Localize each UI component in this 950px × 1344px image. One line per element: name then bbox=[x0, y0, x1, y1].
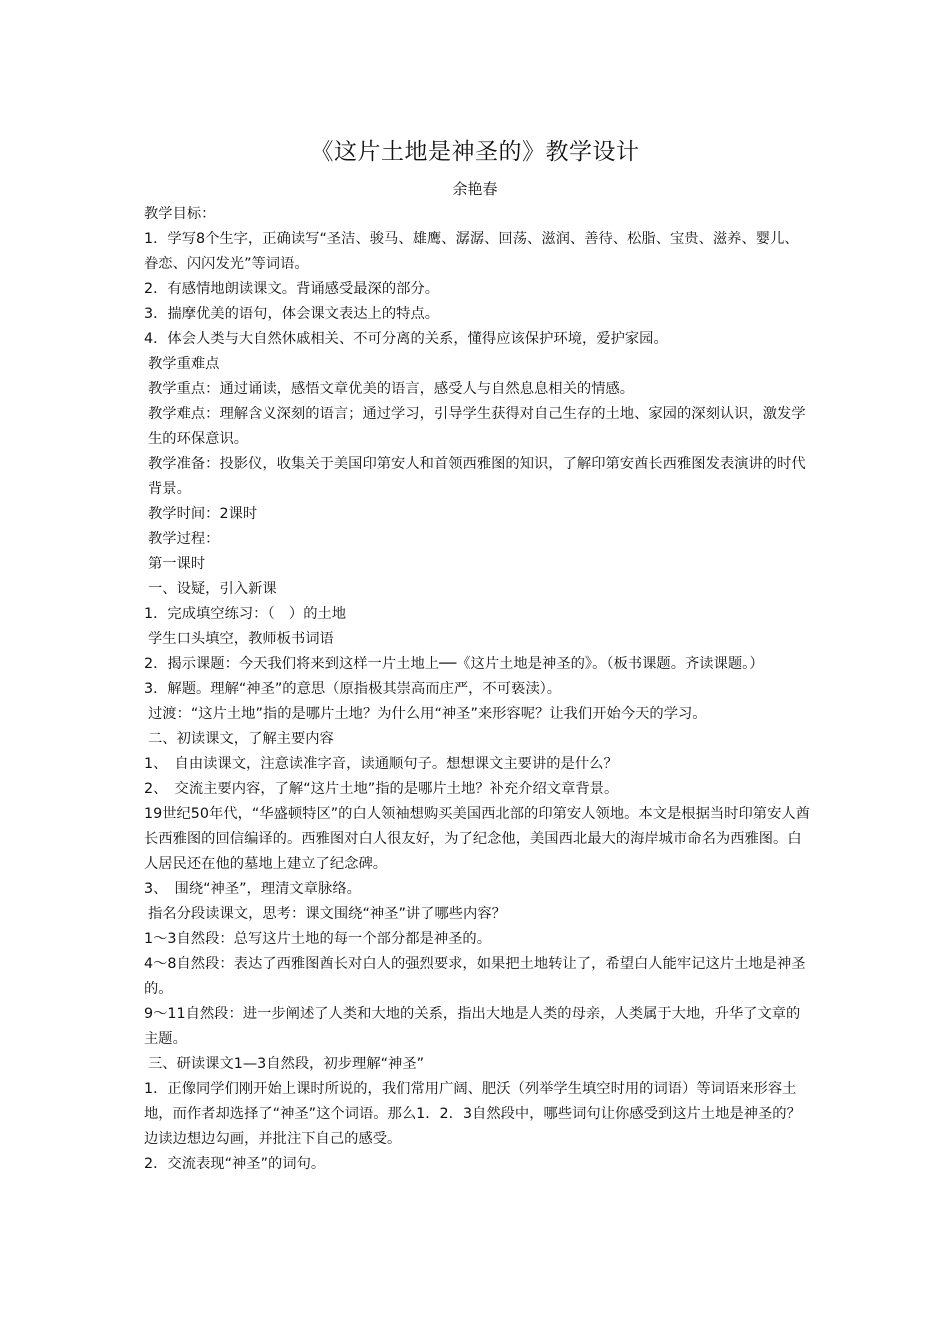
paragraph: 1．正像同学们刚开始上课时所说的，我们常用广阔、肥沃（列举学生填空时用的词语）等词语来形容土地，而作者却选择了“神圣”这个词语。那么1．2．3自然段中，哪些词句让你感受到这片土地是神圣的？边读边想边勾画，并批注下自己的感受。 bbox=[144, 1081, 801, 1147]
paragraph: 教学过程： bbox=[148, 531, 220, 547]
paragraph: 2．揭示课题：今天我们将来到这样一片土地上──《这片土地是神圣的》。（板书课题。齐读课题。） bbox=[144, 656, 764, 672]
document-author: 余艳春 bbox=[452, 180, 498, 198]
paragraph: 三、研读课文1—3自然段，初步理解“神圣” bbox=[148, 1056, 425, 1072]
paragraph: 3．解题。理解“神圣”的意思（原指极其崇高而庄严，不可亵渎）。 bbox=[144, 681, 562, 697]
paragraph: 教学时间：2课时 bbox=[148, 506, 258, 522]
paragraph: 过渡：“这片土地”指的是哪片土地？为什么用“神圣”来形容呢？让我们开始今天的学习。 bbox=[148, 706, 707, 722]
paragraph: 指名分段读课文，思考：课文围绕“神圣”讲了哪些内容？ bbox=[148, 906, 506, 922]
paragraph: 19世纪50年代，“华盛顿特区”的白人领袖想购买美国西北部的印第安人领地。本文是根据当时印第安人酋长西雅图的回信编译的。西雅图对白人很友好，为了纪念他，美国西北最大的海岸城市命名为西雅图。白人居民还在他的墓地上建立了纪念碑。 bbox=[144, 806, 810, 872]
document-body bbox=[144, 202, 812, 1177]
paragraph: 教学准备：投影仪，收集关于美国印第安人和首领西雅图的知识，了解印第安酋长西雅图发表演讲的时代背景。 bbox=[148, 456, 806, 497]
paragraph: 1．完成填空练习：（ ）的土地 bbox=[144, 606, 347, 622]
paragraph: 9～11自然段：进一步阐述了人类和大地的关系，指出大地是人类的母亲，人类属于大地，升华了文章的主题。 bbox=[144, 1006, 801, 1047]
paragraph: 1、 自由读课文，注意读准字音，读通顺句子。想想课文主要讲的是什么？ bbox=[144, 756, 618, 772]
paragraph: 3、 围绕“神圣”，理清文章脉络。 bbox=[144, 881, 361, 897]
paragraph: 教学重点：通过诵读，感悟文章优美的语言，感受人与自然息息相关的情感。 bbox=[148, 381, 635, 397]
paragraph: 教学目标： bbox=[144, 206, 216, 222]
paragraph: 第一课时 bbox=[148, 556, 206, 572]
document-title: 《这片土地是神圣的》教学设计 bbox=[310, 139, 640, 165]
paragraph: 1～3自然段：总写这片土地的每一个部分都是神圣的。 bbox=[144, 931, 492, 947]
paragraph: 1．学写8个生字，正确读写“圣洁、骏马、雄鹰、潺潺、回荡、滋润、善待、松脂、宝贵、滋养、婴儿、眷恋、闪闪发光”等词语。 bbox=[144, 231, 799, 272]
paragraph: 2．有感情地朗读课文。背诵感受最深的部分。 bbox=[144, 281, 440, 297]
paragraph: 2、 交流主要内容，了解“这片土地”指的是哪片土地？补充介绍文章背景。 bbox=[144, 781, 619, 797]
paragraph: 2．交流表现“神圣”的词句。 bbox=[144, 1156, 326, 1172]
paragraph: 一、设疑，引入新课 bbox=[148, 581, 277, 597]
paragraph: 4～8自然段：表达了西雅图酋长对白人的强烈要求，如果把土地转让了，希望白人能牢记这片土地是神圣的。 bbox=[144, 956, 806, 997]
paragraph: 教学难点：理解含义深刻的语言；通过学习，引导学生获得对自己生存的土地、家园的深刻认识，激发学生的环保意识。 bbox=[148, 406, 806, 447]
paragraph: 4．体会人类与大自然休戚相关、不可分离的关系，懂得应该保护环境，爱护家园。 bbox=[144, 331, 668, 347]
paragraph: 3．揣摩优美的语句，体会课文表达上的特点。 bbox=[144, 306, 440, 322]
paragraph: 二、初读课文，了解主要内容 bbox=[148, 731, 334, 747]
paragraph: 教学重难点 bbox=[148, 356, 220, 372]
paragraph: 学生口头填空，教师板书词语 bbox=[148, 631, 334, 647]
